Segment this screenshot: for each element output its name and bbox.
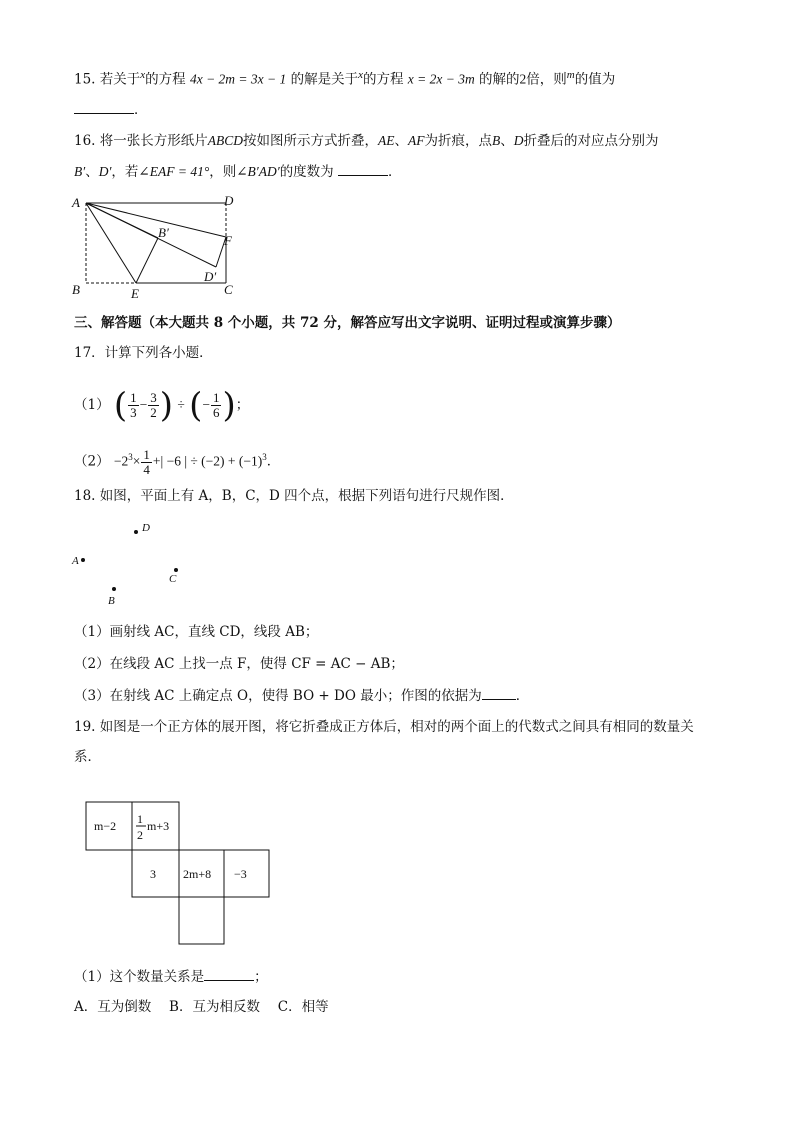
q15-equation2: x = 2x − 3m <box>407 71 475 87</box>
q18-part1: （1）画射线 AC，直线 CD，线段 AB； <box>74 624 319 640</box>
q15-line2: ． <box>74 101 148 119</box>
net-text-half-den: 2 <box>137 828 143 842</box>
q19-answer-blank[interactable] <box>204 968 254 981</box>
q18-point-B <box>112 587 116 591</box>
q16-fold-figure <box>66 190 256 302</box>
q19-line2: 系． <box>74 749 101 765</box>
net-text-m-minus-2: m−2 <box>94 819 117 833</box>
q18-point-D <box>134 530 138 534</box>
q15-line1: 15. 若关于$^x$的方程 4x − 2m = 3x − 1 的解是关于$^x$的方程 x = 2x − 3m 的解的2倍，则$^m$的值为 <box>74 69 616 88</box>
q16-line1: 16. 将一张长方形纸片ABCD按如图所示方式折叠，AE、AF为折痕，点B、D折叠后的对应点分别为 <box>74 133 659 149</box>
q18-point-A <box>81 558 85 562</box>
q17-part1: （1） ( $\frac{1}{3}$ − $\frac{3}{2}$ ) ÷ (− $\frac{1}{6}$ )； <box>74 385 250 426</box>
q16-answer-blank[interactable] <box>338 163 388 176</box>
q16-label-B: B <box>72 282 80 297</box>
q16-line2: B′、D′，若∠EAF = 41°，则∠B′AD′的度数为 ． <box>74 164 402 180</box>
q16-label-D-prime: D′ <box>204 269 217 284</box>
q18-label-C: C <box>169 573 177 585</box>
net-text-half-num: 1 <box>137 812 143 826</box>
net-text-3: 3 <box>150 867 156 881</box>
q18-label-D: D <box>142 522 150 534</box>
q15-answer-blank[interactable] <box>74 101 134 114</box>
net-text-2m-plus-8: 2m+8 <box>183 867 212 881</box>
net-text-minus-3: −3 <box>234 867 247 881</box>
q19-part1: （1）这个数量关系是 ； <box>74 969 268 985</box>
q18-part2: （2）在线段 AC 上找一点 F，使得 CF = AC − AB； <box>74 656 404 672</box>
q18-label-B: B <box>108 595 115 607</box>
q19-options: A．互为倒数 B．互为相反数 C．相等 <box>74 999 329 1015</box>
q18-answer-blank[interactable] <box>482 687 516 700</box>
net-text-m-plus-3: m+3 <box>147 819 170 833</box>
q17-part2: $(2) -2^3\times$ $\frac{1}{4}$ +| −6 | ÷ $(-2) + (-1)^3$． <box>74 446 281 477</box>
net-face-blank <box>179 897 224 944</box>
q19-line1: 19. 如图是一个正方体的展开图，将它折叠成正方体后，相对的两个面上的代数式之间具有相同的数量关 <box>74 719 694 735</box>
q16-label-F: F <box>224 233 232 248</box>
q16-label-C: C <box>224 282 233 297</box>
section3-heading: 三、解答题（本大题共 8 个小题，共 72 分，解答应写出文字说明、证明过程或演算步骤） <box>74 315 621 331</box>
q16-label-E: E <box>131 286 139 301</box>
q18-part3: （3）在射线 AC 上确定点 O，使得 BO + DO 最小；作图的依据为 ． <box>74 688 530 704</box>
q18-points-figure <box>66 515 206 610</box>
q17-title: 17．计算下列各小题． <box>74 345 213 361</box>
q18-title: 18. 如图，平面上有 A，B，C，D 四个点，根据下列语句进行尺规作图． <box>74 488 514 504</box>
q18-label-A: A <box>72 555 79 567</box>
q18-point-C <box>174 568 178 572</box>
q16-segment-AF <box>86 203 226 237</box>
q16-segment-EB-prime <box>136 238 158 283</box>
q15-equation1: 4x − 2m = 3x − 1 <box>189 71 287 87</box>
q16-label-B-prime: B′ <box>158 225 169 240</box>
q16-label-D: D <box>224 193 234 208</box>
q16-label-A: A <box>72 195 80 210</box>
q19-cube-net <box>85 801 275 947</box>
